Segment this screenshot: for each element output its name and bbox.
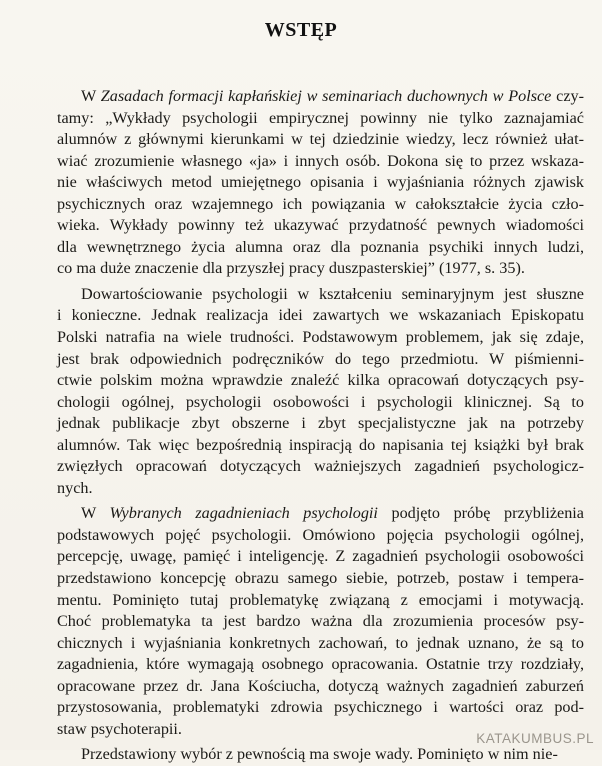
text-line	[33, 676, 584, 698]
paragraph	[33, 86, 584, 280]
text-segment: czy-	[551, 87, 584, 105]
text-segment: psychicznych oraz wzajemnego ich powiązania w całokształcie życia czło-	[57, 194, 584, 213]
text-line	[33, 435, 584, 457]
italic-title: Zasadach formacji kapłańskiej w seminariach duchownych w Polsce	[100, 87, 552, 105]
text-line	[33, 546, 584, 568]
text-segment: podjęto próbę przybliżenia	[377, 504, 584, 523]
text-line	[33, 413, 584, 435]
body-text	[33, 86, 584, 766]
text-line	[33, 744, 584, 766]
page-title: WSTĘP	[264, 19, 338, 41]
text-segment: percepcję, uwagę, pamięć i inteligencję. Z zagadnień psychologii osobowości	[57, 547, 584, 566]
text-line	[33, 258, 584, 280]
watermark: KATAKUMBUS.PL	[476, 731, 594, 746]
text-segment: Dowartościowanie psychologii w kształceniu seminaryjnym jest słuszne	[81, 284, 584, 303]
text-segment: tamy: „Wykłady psychologii empirycznej powinny nie tylko zaznajamiać	[57, 108, 584, 127]
text-segment: dla wewnętrznego życia alumna oraz dla poznania psychiki innych ludzi,	[57, 237, 584, 256]
text-segment: opracowane przez dr. Jana Kościucha, dotyczą ważnych zagadnień zaburzeń	[57, 676, 584, 695]
text-line	[33, 108, 584, 130]
text-line	[33, 611, 584, 633]
text-line	[33, 215, 584, 237]
text-segment: Choć problematyka ta jest bardzo ważna dla zrozumienia procesów psy-	[57, 612, 584, 631]
text-line	[33, 503, 584, 525]
text-segment: mentu. Pominięto tutaj problematykę związaną z emocjami i motywacją.	[57, 590, 584, 609]
text-segment: zagadnienia, które wymagają osobnego opracowania. Ostatnie trzy rozdziały,	[57, 655, 584, 674]
text-line	[33, 349, 584, 371]
text-line	[33, 392, 584, 414]
paragraph	[33, 284, 584, 499]
text-segment: przedstawiono koncepcję obrazu samego siebie, potrzeb, postaw i tempera-	[57, 569, 584, 588]
text-line	[33, 284, 584, 306]
text-segment: nych.	[57, 478, 93, 497]
text-segment: alumnów z głównymi kierunkami w tej dziedzinie wiedzy, lecz również ułat-	[57, 130, 584, 149]
text-segment: W	[81, 504, 110, 523]
text-line	[33, 86, 584, 108]
text-segment: zwięzłych opracowań dotyczących ważniejszych zagadnień psychologicz-	[57, 457, 584, 476]
text-line	[33, 456, 584, 478]
text-line	[33, 633, 584, 655]
text-line	[33, 129, 584, 151]
text-segment: nie właściwych metod umiejętnego opisania i wyjaśniania różnych zjawisk	[57, 173, 584, 192]
text-segment: chologii ogólnej, psychologii osobowości i psychologii klinicznej. Są to	[57, 392, 584, 411]
text-line	[33, 151, 584, 173]
text-segment: jest brak odpowiednich podręczników do tego przedmiotu. W piśmienni-	[57, 349, 584, 368]
text-line	[33, 525, 584, 547]
text-segment: jednak publikacje zbyt obszerne i zbyt specjalistyczne jak na potrzeby	[57, 414, 584, 433]
italic-title: Wybranych zagadnieniach psychologii	[109, 504, 378, 523]
text-segment: i konieczne. Jednak realizacja idei zawartych we wskazaniach Episkopatu	[57, 306, 584, 325]
text-segment: W	[81, 87, 101, 105]
text-line	[33, 568, 584, 590]
text-line	[33, 590, 584, 612]
text-segment: Polski natrafia na wiele trudności. Podstawowym problemem, jak się zdaje,	[57, 328, 584, 347]
text-line	[33, 237, 584, 259]
paragraph	[33, 503, 584, 740]
text-segment: wieka. Wykłady powinny też ukazywać przydatność pewnych wiadomości	[57, 216, 584, 235]
text-segment: ctwie polskim można wprawdzie znaleźć kilka opracowań dotyczących psy-	[57, 371, 584, 390]
text-line	[33, 327, 584, 349]
text-line	[33, 478, 584, 500]
text-segment: przystosowania, problematyki zdrowia psychicznego i wartości oraz pod-	[57, 698, 584, 717]
text-line	[33, 172, 584, 194]
paragraph	[33, 744, 584, 766]
text-line	[33, 305, 584, 327]
text-segment: wiać zrozumienie własnego «ja» i innych osób. Dokona się to przez wskaza-	[57, 151, 584, 170]
text-line	[33, 697, 584, 719]
text-line	[33, 654, 584, 676]
text-segment: staw psychoterapii.	[57, 719, 182, 738]
text-segment: chicznych i wyjaśniania konkretnych zachowań, to jednak uznano, że są to	[57, 633, 584, 652]
text-segment: alumnów. Tak więc bezpośrednią inspiracją do napisania tej książki był brak	[57, 435, 584, 454]
text-segment: co ma duże znaczenie dla przyszłej pracy duszpasterskiej” (1977, s. 35).	[57, 259, 525, 278]
text-segment: Przedstawiony wybór z pewnością ma swoje wady. Pominięto w nim nie-	[81, 745, 558, 764]
text-line	[33, 370, 584, 392]
text-segment: podstawowych pojęć psychologii. Omówiono pojęcia psychologii ogólnej,	[57, 525, 584, 544]
text-line	[33, 194, 584, 216]
